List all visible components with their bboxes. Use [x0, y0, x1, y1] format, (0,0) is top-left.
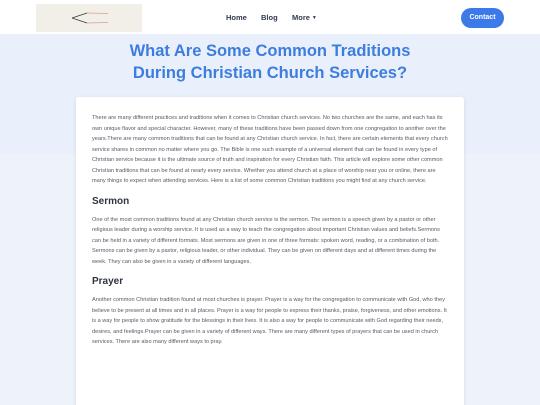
nav-more-dropdown[interactable] — [292, 13, 317, 22]
nav-home-link[interactable]: Home — [226, 13, 247, 22]
contact-button[interactable]: Contact — [461, 8, 504, 28]
site-logo[interactable] — [36, 4, 142, 32]
section-body-prayer: Another common Christian tradition found at most churches is prayer. Prayer is a way for the congregation to communicate with God, who they believe to be present at all times and in all places. Prayer is a way for people to express their thanks, praise, forgiveness, and other emotions. It is a way for people to show gratitude for the blessings in their lives. It is also a way for people to communicate with God regarding their needs, desires, and feelings.Prayer can be given in a variety of different ways. There are many different types of prayers that can be used in church services. There are also many different ways to pray. — [92, 297, 447, 345]
section-body-sermon: One of the most common traditions found at any Christian church service is the sermon. The sermon is a speech given by a pastor or other religious leader during a worship service. It is used as a way to teach the congregation about important Christian values and beliefs.Sermons can be held in a variety of different formats. Most sermons are given in one of three formats: spoken word, reading, or a combination of both. Sermons can be given by a pastor, religious leader, or other individual. They can be given on different days and at different times during the week. They can also be given in a variety of different languages. — [92, 216, 440, 265]
nav-more-label: More — [292, 13, 310, 22]
page-title-line-2: During Christian Church Services? — [132, 64, 408, 82]
article-card — [76, 97, 464, 405]
section-heading-prayer: Prayer — [92, 276, 124, 287]
section-heading-sermon: Sermon — [92, 195, 130, 207]
caret-down-icon: ▼ — [311, 15, 317, 21]
article-content — [92, 113, 448, 356]
top-navigation-bar — [0, 0, 540, 34]
fork-logo — [36, 4, 142, 32]
page-title-line-1: What Are Some Common Traditions — [129, 42, 411, 60]
nav-blog-link[interactable]: Blog — [261, 13, 278, 22]
page-title — [100, 40, 440, 84]
article-intro: There are many different practices and traditions when it comes to Christian church services. No two churches are the same, and each has its own unique flavor and special character. However, many of these traditions have been passed down from one congregation to another over the years.There are many common traditions that can be found at any Christian church service. In fact, there are certain elements that every church service shares in common no matter where you go. The Bible is one such example of a universal element that can be found in every type of Christian service because it is the ultimate source of truth and inspiration for every Christian faith. This article will explore some other common Christian traditions that can be found at nearly every service. Whether you attend church at a place of worship near you or online, there are many things to expect when attending services. Here is a list of some common Christian traditions you might find at any church service. — [92, 115, 448, 184]
